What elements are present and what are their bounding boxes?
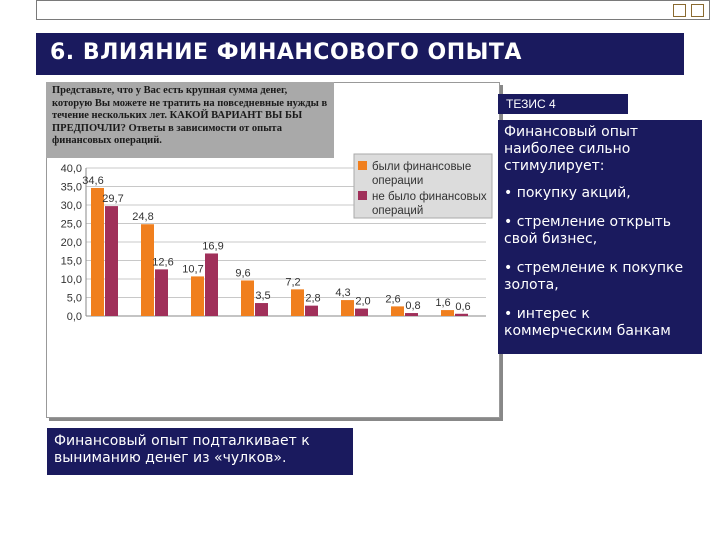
bar xyxy=(405,313,418,316)
y-tick-label: 5,0 xyxy=(66,292,82,305)
bar xyxy=(105,206,118,316)
bar xyxy=(291,289,304,316)
data-label: 24,8 xyxy=(132,211,154,224)
data-label: 10,7 xyxy=(182,263,204,276)
thesis-box xyxy=(498,120,702,354)
data-label: 2,8 xyxy=(305,292,321,305)
legend-label: не было финансовых xyxy=(372,191,487,203)
legend-swatch xyxy=(358,191,367,200)
bar xyxy=(91,188,104,316)
data-label: 16,9 xyxy=(202,240,224,253)
y-tick-label: 10,0 xyxy=(60,274,82,286)
data-label: 2,6 xyxy=(385,293,401,306)
decor-square-icon xyxy=(691,4,704,17)
data-label: 3,5 xyxy=(255,290,271,303)
thesis-item: • стремление к покупке золота, xyxy=(504,260,684,293)
thesis-item: • стремление открыть свой бизнес, xyxy=(504,214,672,247)
y-tick-label: 35,0 xyxy=(60,181,82,194)
y-tick-label: 0,0 xyxy=(66,311,82,323)
y-tick-label: 15,0 xyxy=(60,255,82,268)
data-label: 0,8 xyxy=(405,300,421,313)
data-label: 4,3 xyxy=(335,287,351,300)
survey-question: Представьте, что у Вас есть крупная сумма денег, которую Вы можете не тратить на повседневные нужды в течение нескольких лет. КАКОЙ ВАРИАНТ ВЫ БЫ ПРЕДПОЧЛИ? Ответы в зависимости от опыта финансовых операций. xyxy=(46,82,334,158)
bar xyxy=(241,280,254,316)
thesis-item: • интерес к коммерческим банкам xyxy=(504,306,671,339)
slide-title: 6. ВЛИЯНИЕ ФИНАНСОВОГО ОПЫТА xyxy=(50,40,522,65)
bar xyxy=(455,314,468,316)
y-tick-label: 40,0 xyxy=(60,163,82,175)
y-tick-label: 30,0 xyxy=(60,200,82,212)
bottom-note: Финансовый опыт подталкивает к выниманию денег из «чулков». xyxy=(47,428,353,475)
y-tick-label: 20,0 xyxy=(60,237,82,249)
data-label: 0,6 xyxy=(455,300,471,313)
data-label: 7,2 xyxy=(285,276,301,289)
data-label: 12,6 xyxy=(152,256,174,269)
bar xyxy=(255,303,268,316)
thesis-intro: Финансовый опыт наиболее сильно стимулирует: xyxy=(504,124,639,174)
bar xyxy=(205,253,218,316)
bar xyxy=(305,306,318,316)
legend-label: операции xyxy=(372,175,424,187)
y-tick-label: 25,0 xyxy=(60,218,82,231)
decor-square-icon xyxy=(673,4,686,17)
data-label: 34,6 xyxy=(82,174,104,187)
bar xyxy=(355,309,368,316)
data-label: 29,7 xyxy=(102,193,124,206)
bar xyxy=(441,310,454,316)
data-label: 9,6 xyxy=(235,267,251,280)
data-label: 2,0 xyxy=(355,295,371,308)
thesis-item: • покупку акций, xyxy=(504,185,631,201)
data-label: 1,6 xyxy=(435,297,451,310)
bar xyxy=(191,276,204,316)
legend-label: операций xyxy=(372,205,424,217)
bar xyxy=(341,300,354,316)
bar xyxy=(155,269,168,316)
bar xyxy=(391,306,404,316)
bar xyxy=(141,224,154,316)
top-decoration-bar xyxy=(36,0,710,20)
legend-label: были финансовые xyxy=(372,161,472,173)
legend-swatch xyxy=(358,161,367,170)
thesis-label: ТЕЗИС 4 xyxy=(498,94,628,114)
